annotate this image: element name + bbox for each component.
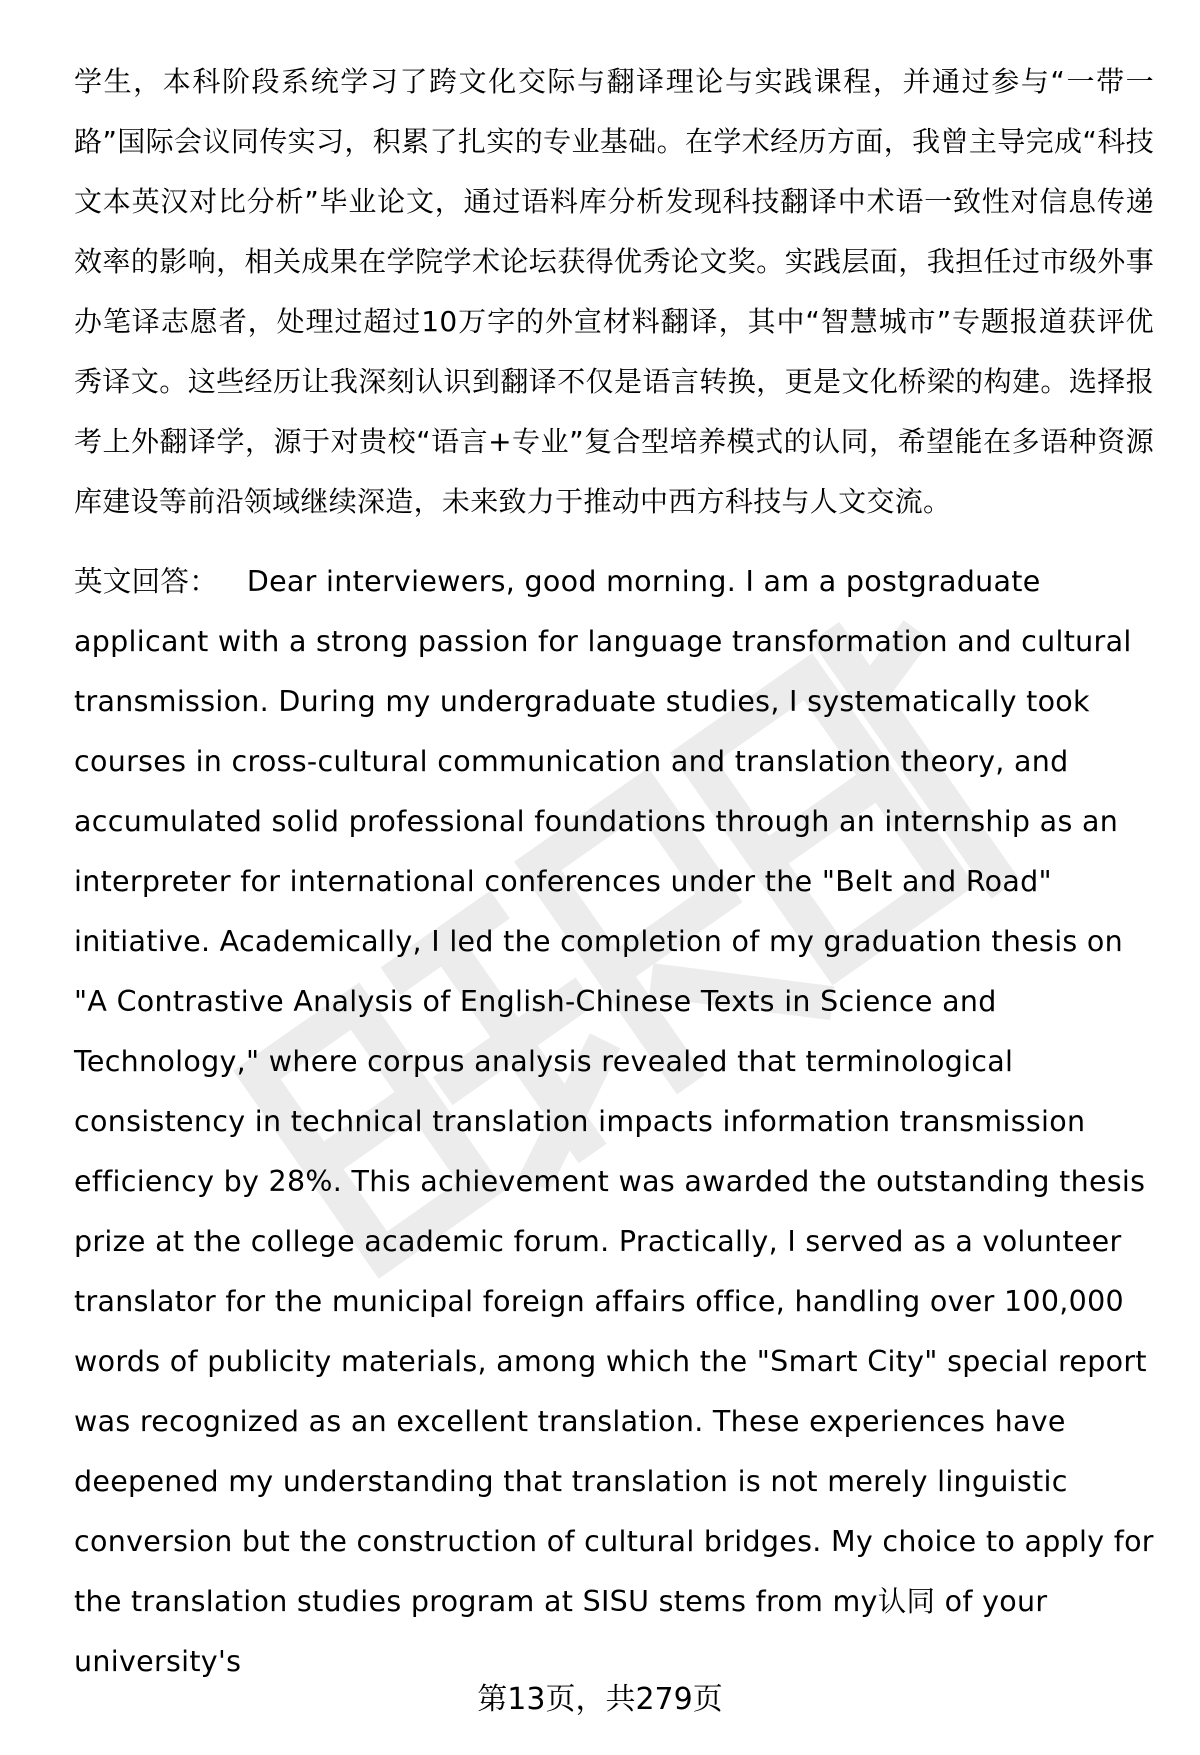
chinese-paragraph: 学生，本科阶段系统学习了跨文化交际与翻译理论与实践课程，并通过参与“一带一路”国际会议同传实习，积累了扎实的专业基础。在学术经历方面，我曾主导完成“科技文本英汉对比分析”毕业论文，通过语料库分析发现科技翻译中术语一致性对信息传递效率的影响，相关成果在学院学术论坛获得优秀论文奖。实践层面，我担任过市级外事办笔译志愿者，处理过超过10万字的外宣材料翻译，其中“智慧城市”专题报道获评优秀译文。这些经历让我深刻认识到翻译不仅是语言转换，更是文化桥梁的构建。选择报考上外翻译学，源于对贵校“语言+专业”复合型培养模式的认同，希望能在多语种资源库建设等前沿领域继续深造，未来致力于推动中西方科技与人文交流。 [74,65,1154,518]
document-body [74,52,1154,1692]
english-answer-label: 英文回答： [74,565,219,598]
english-answer-paragraph [74,552,1154,1692]
page-indicator: 第13页，共279页 [477,1682,723,1717]
english-answer-text: Dear interviewers, good morning. I am a postgraduate applicant with a strong passion for language transformation and cultural transmission. During my undergraduate studies, I systematically took courses in cross-cultural communication and translation theory, and accumulated solid professional foundations through an internship as an interpreter for international conferences under the "Belt and Road" initiative. Academically, I led the completion of my graduation thesis on "A Contrastive Analysis of English-Chinese Texts in Science and Technology," where corpus analysis revealed that terminological consistency in technical translation impacts information transmission efficiency by 28%. This achievement was awarded the outstanding thesis prize at the college academic forum. Practically, I served as a volunteer translator for the municipal foreign affairs office, handling over 100,000 words of publicity materials, among which the "Smart City" special report was recognized as an excellent translation. These experiences have deepened my understanding that translation is not merely linguistic conversion but the construction of cultural bridges. My choice to apply for the translation studies program at SISU stems from my认同 of your university's [74,565,1154,1678]
